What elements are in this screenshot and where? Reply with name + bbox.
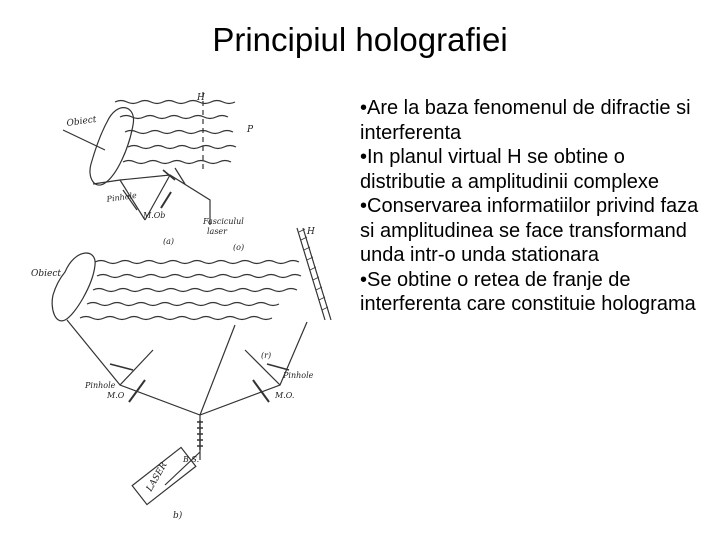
r-label: (r) [261,351,272,360]
p-label-top: P [247,125,254,135]
object-label-top: Obiect [66,114,98,129]
wavefronts-bottom [80,261,301,320]
pinhole-label-left: Pinhole [85,381,116,390]
beam-splitter [197,420,203,450]
mo-label-left: M.O [107,391,125,400]
object-shape-bottom [52,253,95,321]
hologram-plate [297,228,331,320]
mo-label-right: M.O. [275,391,295,400]
object-label-bottom: Obiect [31,269,62,279]
laser-label: LASER [144,460,170,494]
bullet-item: •Are la baza fenomenul de difractie si interferenta [360,97,691,144]
bullet-item: •Conservarea informatiilor privind faza si amplitudinea se face transformand unda intr-o unda stationara [360,195,699,266]
bullet-item: •In planul virtual H se obtine o distributie a amplitudinii complexe [360,146,660,193]
mob-label-top: M.Ob [143,211,166,220]
beam-lines-top [63,130,210,225]
bullet-item: •Se obtine o retea de franje de interferenta care constituie holograma [360,268,696,315]
wavefronts-top [115,101,236,164]
bullet-list [360,96,700,317]
h-label-top: H [197,93,205,103]
pinhole-label-right: Pinhole [283,371,314,380]
a-label: (a) [163,237,175,246]
fascicul-label-2: laser [207,227,227,236]
holography-diagram [25,80,360,530]
beam-lines-bottom [67,320,307,460]
h-label-bottom: H [307,227,315,237]
slide-title: Principiul holografiei [212,21,508,58]
pinhole-label-top: Pinhole [106,190,138,204]
fascicul-label-1: Fasciculul [203,217,244,226]
b-label: b) [173,511,183,521]
o-label: (o) [233,243,245,252]
bs-label: B.S. [183,455,200,464]
